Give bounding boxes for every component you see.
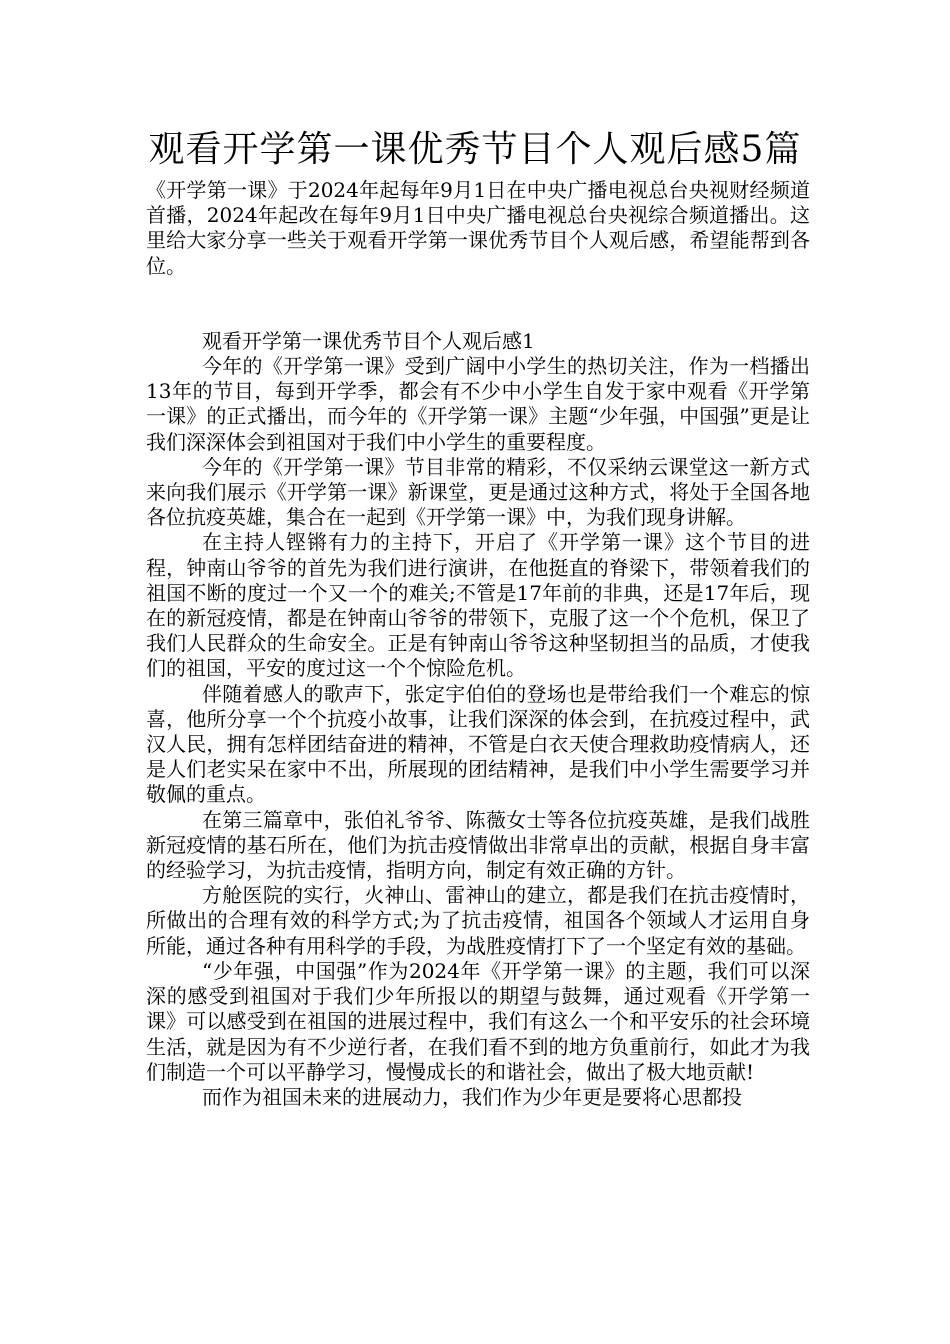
body-paragraph-6: 方舱医院的实行，火神山、雷神山的建立，都是我们在抗击疫情时，所做出的合理有效的科学方式;为了抗击疫情，祖国各个领域人才运用自身所能，通过各种有用科学的手段，为战胜疫情打下了一个坚定有效的基础。 <box>146 883 810 958</box>
body-paragraph-2: 今年的《开学第一课》节目非常的精彩，不仅采纳云课堂这一新方式来向我们展示《开学第一课》新课堂，更是通过这种方式，将处于全国各地各位抗疫英雄，集合在一起到《开学第一课》中，为我们现身讲解。 <box>146 454 810 530</box>
intro-paragraph: 《开学第一课》于2024年起每年9月1日在中央广播电视总台央视财经频道首播，2024年起改在每年9月1日中央广播电视总台央视综合频道播出。这里给大家分享一些关于观看开学第一课优秀节目个人观后感，希望能帮到各位。 <box>146 178 810 278</box>
document-body <box>146 178 810 1110</box>
section-heading: 观看开学第一课优秀节目个人观后感1 <box>202 328 535 353</box>
body-paragraph-7: “少年强，中国强”作为2024年《开学第一课》的主题，我们可以深深的感受到祖国对于我们少年所报以的期望与鼓舞，通过观看《开学第一课》可以感受到在祖国的进展过程中，我们有这么一个和平安乐的社会环境生活，就是因为有不少逆行者，在我们看不到的地方负重前行，如此才为我们制造一个可以平静学习，慢慢成长的和谐社会，做出了极大地贡献! <box>146 958 810 1084</box>
body-paragraph-8: 而作为祖国未来的进展动力，我们作为少年更是要将心思都投 <box>202 1084 742 1109</box>
document-title: 观看开学第一课优秀节目个人观后感5篇 <box>148 129 802 170</box>
body-paragraph-3: 在主持人铿锵有力的主持下，开启了《开学第一课》这个节目的进程，钟南山爷爷的首先为我们进行演讲，在他挺直的脊梁下，带领着我们的祖国不断的度过一个又一个的难关;不管是17年前的非典，还是17年后，现在的新冠疫情，都是在钟南山爷爷的带领下，克服了这一个个危机，保卫了我们人民群众的生命安全。正是有钟南山爷爷这种坚韧担当的品质，才使我们的祖国，平安的度过这一个个惊险危机。 <box>146 530 810 681</box>
body-paragraph-4: 伴随着感人的歌声下，张定宇伯伯的登场也是带给我们一个难忘的惊喜，他所分享一个个抗疫小故事，让我们深深的体会到，在抗疫过程中，武汉人民，拥有怎样团结奋进的精神，不管是白衣天使合理救助疫情病人，还是人们老实呆在家中不出，所展现的团结精神，是我们中小学生需要学习并敬佩的重点。 <box>146 681 810 807</box>
paragraph-spacer <box>146 279 810 329</box>
body-paragraph-5: 在第三篇章中，张伯礼爷爷、陈薇女士等各位抗疫英雄，是我们战胜新冠疫情的基石所在，他们为抗击疫情做出非常卓出的贡献，根据自身丰富的经验学习，为抗击疫情，指明方向，制定有效正确的方针。 <box>146 807 810 883</box>
body-paragraph-1: 今年的《开学第一课》受到广阔中小学生的热切关注，作为一档播出13年的节目，每到开学季，都会有不少中小学生自发于家中观看《开学第一课》的正式播出，而今年的《开学第一课》主题“少年强，中国强”更是让我们深深体会到祖国对于我们中小学生的重要程度。 <box>146 354 810 454</box>
